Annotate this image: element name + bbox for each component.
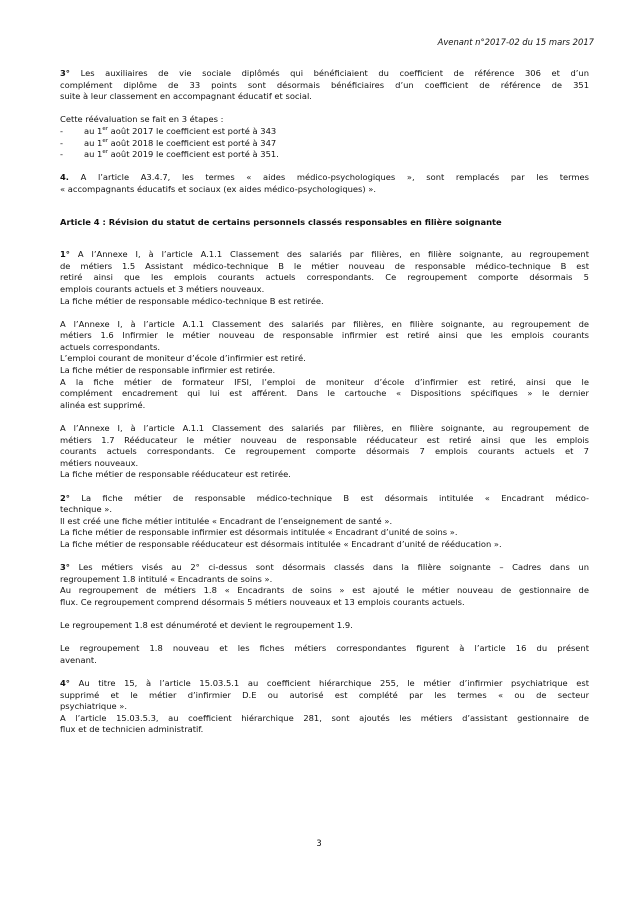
list-item: - au 1er août 2017 le coefficient est porté à 343	[60, 125, 277, 136]
article-heading: Article 4 : Révision du statut de certains personnels classés responsables en filière soignante	[60, 216, 502, 227]
paragraph-6: Le regroupement 1.8 est dénuméroté et devient le regroupement 1.9.	[60, 620, 353, 631]
document-body	[60, 68, 589, 748]
page-number: 3	[316, 838, 322, 848]
section-4-paragraph: 4. A l’article A3.4.7, les termes « aides médico-psychologiques », sont remplacés par les termes « accompagnants éducatifs et sociaux (ex aides médico-psychologiques) ».	[60, 172, 590, 194]
paragraph-1: 1° A l’Annexe I, à l’article A.1.1 Classement des salariés par filières, en filière soignante, au regroupement de métiers 1.5 Assistant médico-technique B le métier nouveau de responsable médico-technique B est retiré ainsi que les emplois courants actuels correspondants. Ce regroupement comporte désormais 5 emplois courants actuels et 3 métiers nouveaux. La fiche métier de responsable médico-technique B est retirée.	[60, 249, 589, 306]
paragraph-2: A l’Annexe I, à l’article A.1.1 Classement des salariés par filières, en filière soignante, au regroupement de métiers 1.6 Infirmier le métier nouveau de responsable infirmier est retiré ainsi que les emplois courants actuels correspondants. L’emploi courant de moniteur d’école d’infirmier est retiré. La fiche métier de responsable infirmier est retirée. A la fiche métier de formateur IFSI, l’emploi de moniteur d’école d’infirmier est retiré, ainsi que le complément encadrement qui lui est afférent. Dans le cartouche « Dispositions spécifiques » le dernier alinéa est supprimé.	[60, 318, 589, 410]
paragraph-8: 4° Au titre 15, à l’article 15.03.5.1 au coefficient hiérarchique 255, le métier d’infirmier psychiatrique est supprimé et le métier d’infirmier D.E ou autorisé est complété par les termes « ou de secteur psychiatrique ». A l’article 15.03.5.3, au coefficient hiérarchique 281, sont ajoutés les métiers d’assistant gestionnaire de flux et de technicien administratif.	[60, 678, 590, 735]
reevaluation-intro: Cette réévaluation se fait en 3 étapes :	[60, 114, 224, 125]
section-number: 3°	[60, 68, 70, 78]
paragraph-4: 2° La fiche métier de responsable médico-technique B est désormais intitulée « Encadrant médico- technique ». Il est créé une fiche métier intitulée « Encadrant de l’enseignement de santé ». La fiche métier de responsable infirmier est désormais intitulée « Encadrant d’unité de soins ». La fiche métier de responsable rééducateur est désormais intitulée « Encadrant d’unité de rééducation ».	[60, 492, 590, 549]
list-item: - au 1er août 2018 le coefficient est porté à 347	[60, 137, 277, 148]
list-item: - au 1er août 2019 le coefficient est porté à 351.	[60, 149, 279, 160]
reevaluation-block	[60, 114, 589, 160]
paragraph-7: Le regroupement 1.8 nouveau et les fiches métiers correspondantes figurent à l’article 16 du présent avenant.	[60, 643, 589, 665]
paragraph-3: A l’Annexe I, à l’article A.1.1 Classement des salariés par filières, en filière soignante, au regroupement de métiers 1.7 Rééducateur le métier nouveau de responsable rééducateur est retiré ainsi que les emplois courants actuels correspondants. Ce regroupement comporte désormais 7 emplois courants actuels et 7 métiers nouveaux. La fiche métier de responsable rééducateur est retirée.	[60, 423, 589, 480]
section-3-paragraph: 3° Les auxiliaires de vie sociale diplômés qui bénéficiaient du coefficient de référence 306 et d’un complément diplôme de 33 points sont désormais bénéficiaires d’un coefficient de référence de 351 suite à leur classement en accompagnant éducatif et social.	[60, 68, 589, 102]
paragraph-5: 3° Les métiers visés au 2° ci-dessus sont désormais classés dans la filière soignante – Cadres dans un regroupement 1.8 intitulé « Encadrants de soins ». Au regroupement de métiers 1.8 « Encadrants de soins » est ajouté le métier nouveau de gestionnaire de flux. Ce regroupement comprend désormais 5 métiers nouveaux et 13 emplois courants actuels.	[60, 562, 589, 607]
reevaluation-steps	[60, 126, 589, 161]
section-number: 4.	[60, 172, 69, 183]
running-header: Avenant n°2017-02 du 15 mars 2017	[437, 37, 594, 47]
